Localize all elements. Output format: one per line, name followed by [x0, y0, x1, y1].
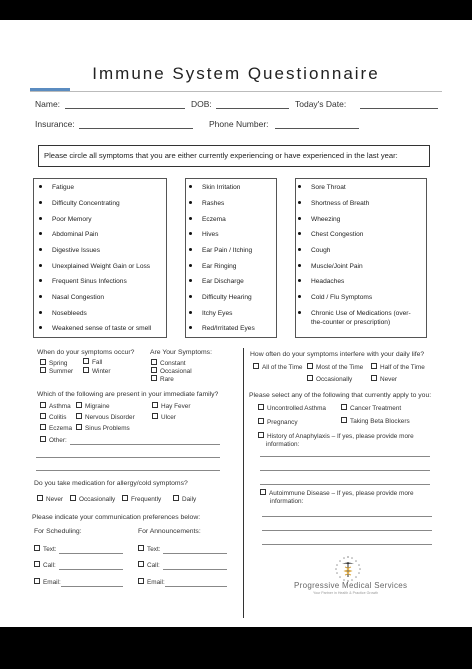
scheduling-call-field[interactable] [59, 569, 123, 570]
symptom-item[interactable]: Wheezing [298, 216, 340, 223]
bullet-icon [39, 232, 42, 235]
checkbox[interactable] [138, 561, 144, 567]
checkbox[interactable] [173, 495, 179, 501]
symptom-item[interactable]: Shortness of Breath [298, 200, 369, 207]
option-spring[interactable]: Spring [40, 360, 67, 367]
checkbox[interactable] [371, 363, 377, 369]
symptom-item[interactable]: Sore Throat [298, 184, 346, 191]
option-autoimmune[interactable]: Autoimmune Disease – If yes, please provide more [260, 490, 414, 497]
symptom-item[interactable]: Red/Irritated Eyes [189, 325, 255, 332]
symptom-item[interactable]: Unexplained Weight Gain or Loss [39, 263, 150, 270]
autoimmune-field-line-1[interactable] [262, 516, 432, 517]
symptom-item[interactable]: Difficulty Concentrating [39, 200, 120, 207]
scheduling-text-option[interactable]: Text: [34, 546, 57, 553]
symptom-item[interactable]: Nasal Congestion [39, 294, 104, 301]
option-never[interactable]: Never [37, 496, 63, 503]
checkbox[interactable] [83, 367, 89, 373]
bullet-icon [39, 279, 42, 282]
bullet-icon [39, 201, 42, 204]
symptom-item[interactable]: Itchy Eyes [189, 310, 232, 317]
when-symptoms-question: When do your symptoms occur? [37, 349, 135, 356]
bullet-icon [189, 264, 192, 267]
announcements-email-field[interactable] [165, 586, 227, 587]
apply-question: Please select any of the following that currently apply to you: [249, 392, 432, 399]
bullet-icon [39, 248, 42, 251]
option-most-of-the-time[interactable]: Most of the Time [307, 364, 363, 371]
checkbox[interactable] [138, 578, 144, 584]
scheduling-text-field[interactable] [59, 553, 123, 554]
bullet-icon [298, 248, 301, 251]
bullet-icon [189, 295, 192, 298]
bullet-icon [298, 201, 301, 204]
checkbox[interactable] [40, 413, 46, 419]
symptom-item[interactable]: Poor Memory [39, 216, 92, 223]
symptoms-are-question: Are Your Symptoms: [150, 349, 212, 356]
bullet-icon [39, 295, 42, 298]
option-eczema[interactable]: Eczema [40, 425, 72, 432]
name-field[interactable] [65, 108, 185, 109]
checkbox[interactable] [37, 495, 43, 501]
bullet-icon [298, 311, 301, 314]
medication-question: Do you take medication for allergy/cold symptoms? [34, 480, 188, 487]
symptom-item[interactable]: Chronic Use of Medications (over- [298, 310, 411, 317]
symptom-item-continuation: the-counter or prescription) [311, 319, 391, 326]
checkbox[interactable] [40, 402, 46, 408]
option-migraine[interactable]: Migraine [76, 403, 110, 410]
phone-field[interactable] [275, 128, 359, 129]
checkbox[interactable] [341, 417, 347, 423]
checkbox[interactable] [253, 363, 259, 369]
option-occasional[interactable]: Occasional [151, 368, 192, 375]
option-nervous-disorder[interactable]: Nervous Disorder [76, 414, 135, 421]
announcements-text-field[interactable] [163, 553, 227, 554]
todays-date-field[interactable] [360, 108, 438, 109]
phone-label: Phone Number: [209, 119, 269, 129]
checkbox[interactable] [151, 359, 157, 365]
bullet-icon [189, 201, 192, 204]
announcements-call-field[interactable] [163, 569, 227, 570]
announcements-call-option[interactable]: Call: [138, 562, 160, 569]
symptom-item[interactable]: Difficulty Hearing [189, 294, 252, 301]
bullet-icon [39, 326, 42, 329]
symptom-item[interactable]: Weakened sense of taste or smell [39, 325, 151, 332]
checkbox[interactable] [138, 545, 144, 551]
checkbox[interactable] [76, 424, 82, 430]
option-rare[interactable]: Rare [151, 376, 174, 383]
bullet-icon [39, 185, 42, 188]
insurance-field[interactable] [79, 128, 193, 129]
bullet-icon [298, 279, 301, 282]
option-uncontrolled-asthma[interactable]: Uncontrolled Asthma [258, 405, 326, 412]
name-label: Name: [35, 99, 61, 109]
symptom-item[interactable]: Digestive Issues [39, 247, 100, 254]
checkbox[interactable] [341, 404, 347, 410]
option-all-of-the-time[interactable]: All of the Time [253, 364, 303, 371]
communication-question: Please indicate your communication preferences below: [32, 514, 201, 521]
option-constant[interactable]: Constant [151, 360, 186, 367]
anaphylaxis-field-line-3[interactable] [260, 484, 430, 485]
symptom-item[interactable]: Ear Ringing [189, 263, 236, 270]
symptom-item[interactable]: Fatigue [39, 184, 74, 191]
symptom-item[interactable]: Cold / Flu Symptoms [298, 294, 372, 301]
symptom-item[interactable]: Headaches [298, 278, 344, 285]
checkbox[interactable] [40, 436, 46, 442]
other-field-line-3[interactable] [36, 470, 220, 471]
checkbox[interactable] [34, 561, 40, 567]
insurance-label: Insurance: [35, 119, 75, 129]
questionnaire-page [0, 20, 472, 627]
announcements-text-option[interactable]: Text: [138, 546, 161, 553]
checkbox[interactable] [40, 424, 46, 430]
symptom-item[interactable]: Ear Pain / Itching [189, 247, 252, 254]
autoimmune-field-line-2[interactable] [262, 530, 432, 531]
bullet-icon [39, 311, 42, 314]
bullet-icon [298, 264, 301, 267]
announcements-label: For Announcements: [138, 528, 201, 535]
option-colitis[interactable]: Colitis [40, 414, 66, 421]
symptom-item[interactable]: Eczema [189, 216, 226, 223]
symptom-item[interactable]: Muscle/Joint Pain [298, 263, 363, 270]
dob-label: DOB: [191, 99, 212, 109]
bullet-icon [189, 326, 192, 329]
option-fall[interactable]: Fall [83, 359, 102, 366]
other-field-line-2[interactable] [36, 457, 220, 458]
bullet-icon [39, 264, 42, 267]
caduceus-icon [333, 554, 363, 584]
option-sinus-problems[interactable]: Sinus Problems [76, 425, 130, 432]
checkbox[interactable] [151, 367, 157, 373]
symptom-item[interactable]: Rashes [189, 200, 224, 207]
option-occasionally-interference[interactable]: Occasionally [307, 376, 352, 383]
option-frequently[interactable]: Frequently [122, 496, 161, 503]
family-question: Which of the following are present in your immediate family? [37, 391, 219, 398]
scheduling-email-option[interactable]: Email: [34, 579, 61, 586]
option-taking-beta-blockers[interactable]: Taking Beta Blockers [341, 418, 410, 425]
checkbox[interactable] [34, 545, 40, 551]
anaphylaxis-field-line-1[interactable] [260, 456, 430, 457]
checkbox[interactable] [34, 578, 40, 584]
checkbox[interactable] [83, 358, 89, 364]
checkbox[interactable] [260, 489, 266, 495]
bullet-icon [189, 248, 192, 251]
symptom-item[interactable]: Abdominal Pain [39, 231, 98, 238]
autoimmune-field-line-3[interactable] [262, 544, 432, 545]
checkbox[interactable] [258, 432, 264, 438]
checkbox[interactable] [76, 413, 82, 419]
option-other[interactable]: Other: [40, 437, 67, 444]
bullet-icon [189, 217, 192, 220]
option-ulcer[interactable]: Ulcer [152, 414, 176, 421]
bullet-icon [189, 185, 192, 188]
option-summer[interactable]: Summer [40, 368, 73, 375]
bullet-icon [189, 311, 192, 314]
checkbox[interactable] [371, 375, 377, 381]
checkbox[interactable] [40, 359, 46, 365]
option-half-of-the-time[interactable]: Half of the Time [371, 364, 425, 371]
option-never-interference[interactable]: Never [371, 376, 397, 383]
dob-field[interactable] [216, 108, 289, 109]
symptom-item[interactable]: Ear Discharge [189, 278, 244, 285]
checkbox[interactable] [307, 363, 313, 369]
page-title: Immune System Questionnaire [92, 64, 380, 83]
option-winter[interactable]: Winter [83, 368, 110, 375]
instruction-box: Please circle all symptoms that you are either currently experiencing or have experienced in the last year: [38, 145, 430, 167]
todays-date-label: Today's Date: [295, 99, 347, 109]
announcements-email-option[interactable]: Email: [138, 579, 165, 586]
option-hay-fever[interactable]: Hay Fever [152, 403, 190, 410]
checkbox[interactable] [258, 418, 264, 424]
option-occasionally[interactable]: Occasionally [70, 496, 115, 503]
symptom-item[interactable]: Nosebleeds [39, 310, 87, 317]
checkbox[interactable] [152, 413, 158, 419]
bullet-icon [298, 217, 301, 220]
option-pregnancy[interactable]: Pregnancy [258, 419, 298, 426]
scheduling-email-field[interactable] [61, 586, 123, 587]
section-divider [243, 348, 244, 618]
checkbox[interactable] [307, 375, 313, 381]
anaphylaxis-field-line-2[interactable] [260, 470, 430, 471]
bullet-icon [189, 232, 192, 235]
option-cancer-treatment[interactable]: Cancer Treatment [341, 405, 401, 412]
symptom-item[interactable]: Cough [298, 247, 330, 254]
checkbox[interactable] [76, 402, 82, 408]
checkbox[interactable] [70, 495, 76, 501]
bullet-icon [39, 217, 42, 220]
symptom-item[interactable]: Chest Congestion [298, 231, 363, 238]
checkbox[interactable] [258, 404, 264, 410]
option-daily[interactable]: Daily [173, 496, 196, 503]
scheduling-label: For Scheduling: [34, 528, 82, 535]
checkbox[interactable] [122, 495, 128, 501]
bullet-icon [189, 279, 192, 282]
symptom-item[interactable]: Skin Irritation [189, 184, 240, 191]
bullet-icon [298, 295, 301, 298]
other-field[interactable] [70, 444, 220, 445]
logo-tagline: Your Partner in Health & Practice Growth [313, 591, 379, 595]
bullet-icon [298, 232, 301, 235]
checkbox[interactable] [40, 367, 46, 373]
title-divider [30, 91, 442, 92]
symptom-item[interactable]: Frequent Sinus Infections [39, 278, 127, 285]
checkbox[interactable] [152, 402, 158, 408]
logo-name: Progressive Medical Services [294, 581, 408, 590]
scheduling-call-option[interactable]: Call: [34, 562, 56, 569]
interference-question: How often do your symptoms interfere with your daily life? [250, 351, 425, 358]
autoimmune-info-label: information: [270, 498, 304, 505]
symptom-item[interactable]: Hives [189, 231, 219, 238]
anaphylaxis-info-label: information: [266, 441, 300, 448]
bullet-icon [298, 185, 301, 188]
option-asthma[interactable]: Asthma [40, 403, 71, 410]
checkbox[interactable] [151, 375, 157, 381]
option-anaphylaxis[interactable]: History of Anaphylaxis – If yes, please provide more [258, 433, 414, 440]
